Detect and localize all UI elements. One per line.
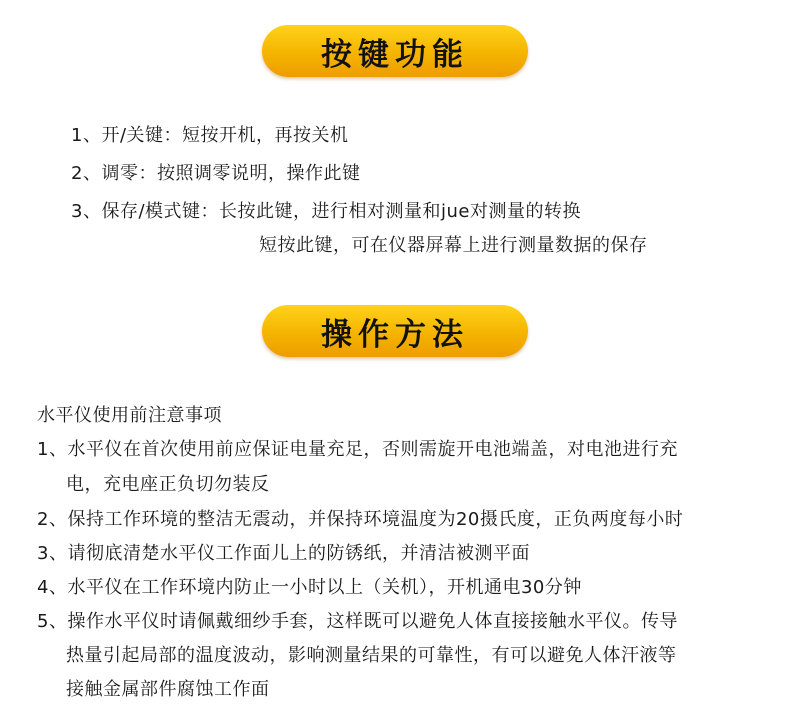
operation-line: 5、操作水平仪时请佩戴细纱手套，这样既可以避免人体直接接触水平仪。传导: [37, 611, 678, 632]
operation-line: 电，充电座正负切勿装反: [66, 474, 270, 495]
key-item-zero: 2、调零：按照调零说明，操作此键: [71, 163, 361, 184]
section-heading-key-functions: [262, 25, 528, 77]
operation-line: 热量引起局部的温度波动，影响测量结果的可靠性，有可以避免人体汗液等: [66, 645, 677, 666]
operation-line: 2、保持工作环境的整洁无震动，并保持环境温度为20摄氏度，正负两度每小时: [37, 509, 684, 530]
section-heading-text: 操作方法: [321, 316, 469, 353]
operation-line: 4、水平仪在工作环境内防止一小时以上（关机），开机通电30分钟: [37, 577, 582, 598]
operation-subtitle: 水平仪使用前注意事项: [37, 405, 222, 426]
operation-line: 接触金属部件腐蚀工作面: [66, 679, 270, 700]
section-heading-text: 按键功能: [321, 36, 469, 73]
operation-line: 1、水平仪在首次使用前应保证电量充足，否则需旋开电池端盖，对电池进行充: [37, 439, 678, 460]
key-item-power: 1、开/关键：短按开机，再按关机: [71, 125, 349, 146]
section-heading-operation: [262, 305, 528, 357]
operation-line: 3、请彻底清楚水平仪工作面儿上的防锈纸，并清洁被测平面: [37, 543, 530, 564]
key-item-save-mode-continuation: 短按此键，可在仪器屏幕上进行测量数据的保存: [259, 235, 648, 256]
key-item-save-mode: 3、保存/模式键：长按此键，进行相对测量和jue对测量的转换: [71, 201, 581, 222]
